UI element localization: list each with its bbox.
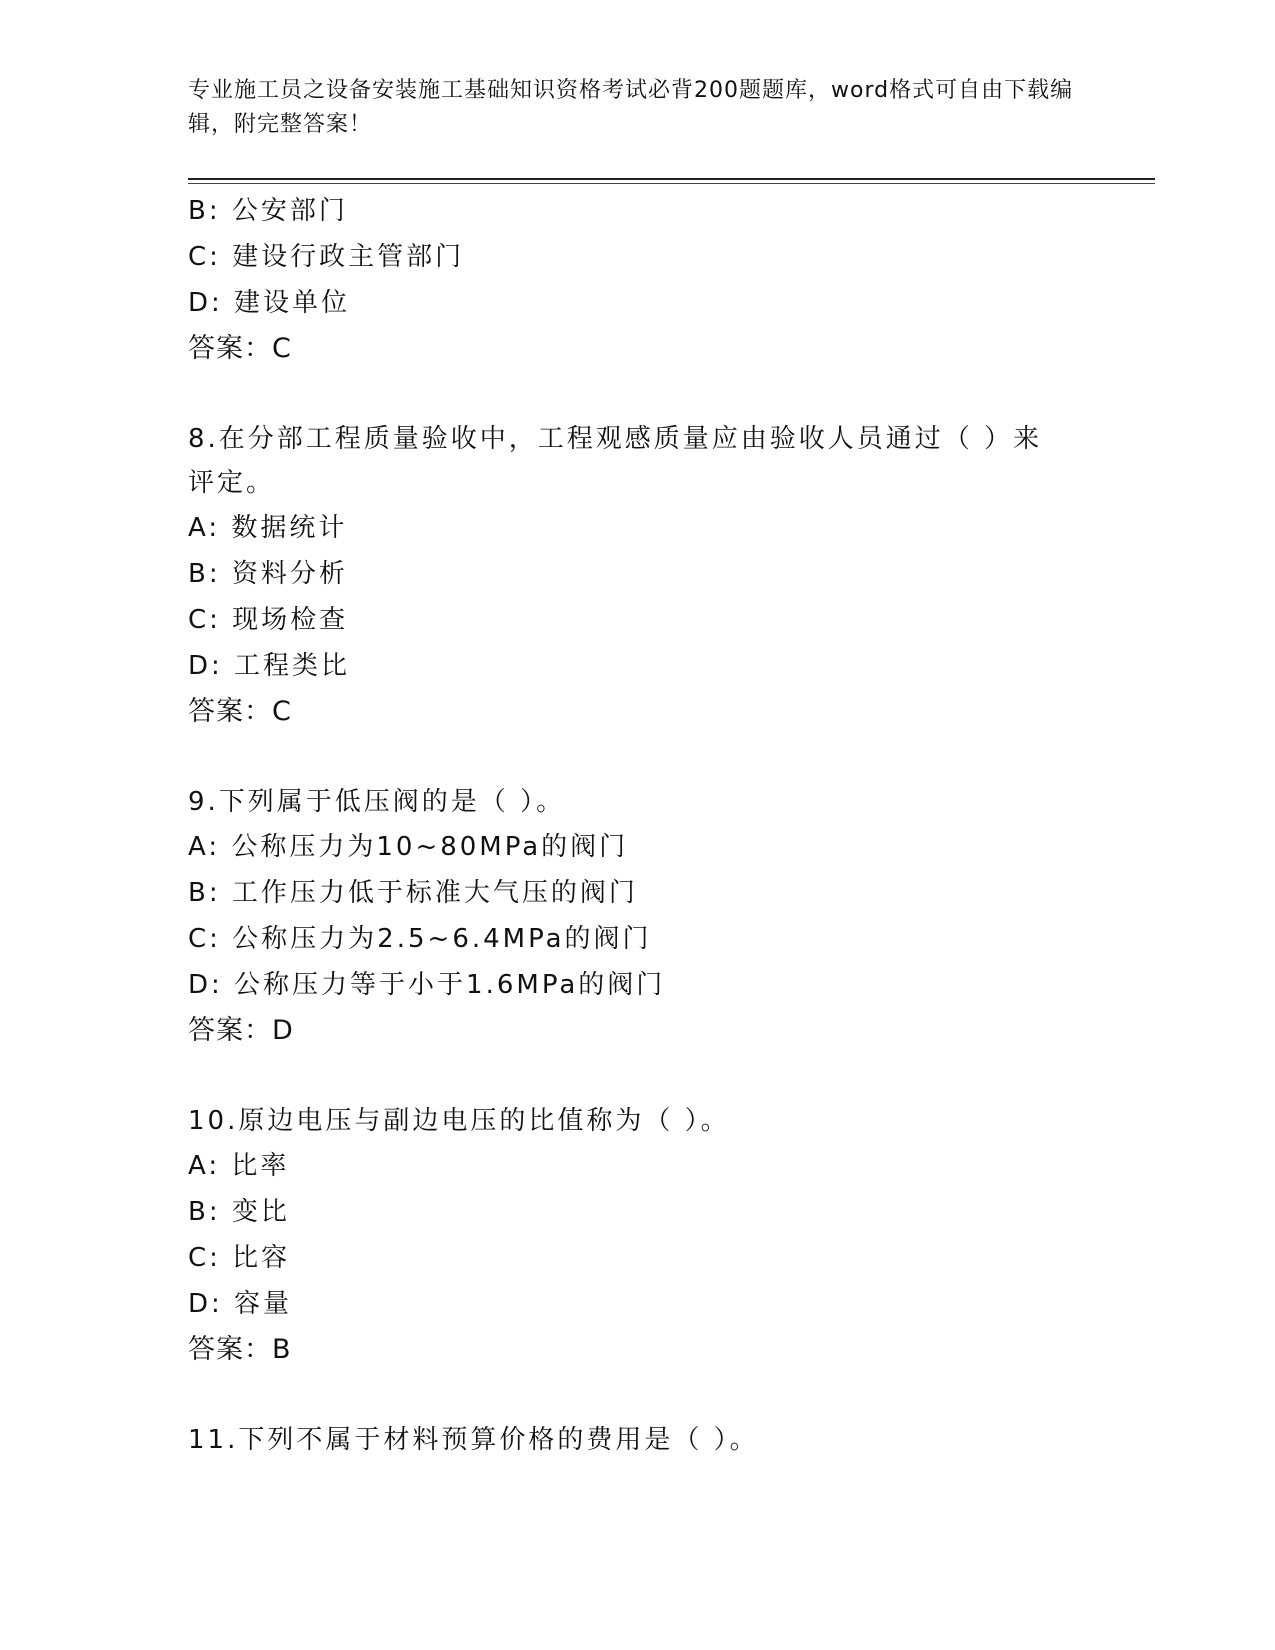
prev-question-block: [188, 188, 1088, 372]
option-c: C: 现场检查: [188, 605, 349, 635]
option-c: C: 公称压力为2.5~6.4MPa的阀门: [188, 924, 652, 954]
answer-line: 答案：C: [188, 333, 292, 364]
document-body: [188, 188, 1088, 1462]
spacer: [188, 1054, 1088, 1099]
header-divider-thin: [188, 183, 1155, 184]
question-block-9: [188, 780, 1088, 1054]
question-text: 9.下列属于低压阀的是（ ）。: [188, 787, 566, 817]
question-text: 8.在分部工程质量验收中，工程观感质量应由验收人员通过（ ）来评定。: [188, 424, 1043, 498]
header-divider: [188, 178, 1155, 180]
header-title: 专业施工员之设备安装施工基础知识资格考试必背200题题库，word格式可自由下载编辑，附完整答案！: [188, 78, 1074, 137]
answer-line: 答案：C: [188, 696, 292, 727]
spacer: [188, 1373, 1088, 1418]
answer-line: 答案：B: [188, 1334, 292, 1365]
spacer: [188, 372, 1088, 417]
document-header: [188, 74, 1088, 142]
question-block-8: [188, 417, 1088, 735]
option-a: A: 比率: [188, 1151, 290, 1181]
option-a: A: 公称压力为10~80MPa的阀门: [188, 832, 629, 862]
option-d: D: 容量: [188, 1289, 293, 1319]
spacer: [188, 735, 1088, 780]
question-block-11: [188, 1418, 1088, 1462]
option-d: D: 公称压力等于小于1.6MPa的阀门: [188, 970, 666, 1000]
option-c: C: 建设行政主管部门: [188, 242, 465, 272]
option-d: D: 建设单位: [188, 288, 351, 318]
question-text: 10.原边电压与副边电压的比值称为（ ）。: [188, 1106, 730, 1136]
answer-line: 答案：D: [188, 1015, 294, 1046]
option-b: B: 变比: [188, 1197, 290, 1227]
option-d: D: 工程类比: [188, 651, 351, 681]
question-text: 11.下列不属于材料预算价格的费用是（ ）。: [188, 1425, 759, 1455]
question-block-10: [188, 1099, 1088, 1373]
option-a: A: 数据统计: [188, 513, 348, 543]
option-c: C: 比容: [188, 1243, 291, 1273]
option-b: B: 公安部门: [188, 196, 348, 226]
option-b: B: 工作压力低于标准大气压的阀门: [188, 878, 638, 908]
option-b: B: 资料分析: [188, 559, 348, 589]
